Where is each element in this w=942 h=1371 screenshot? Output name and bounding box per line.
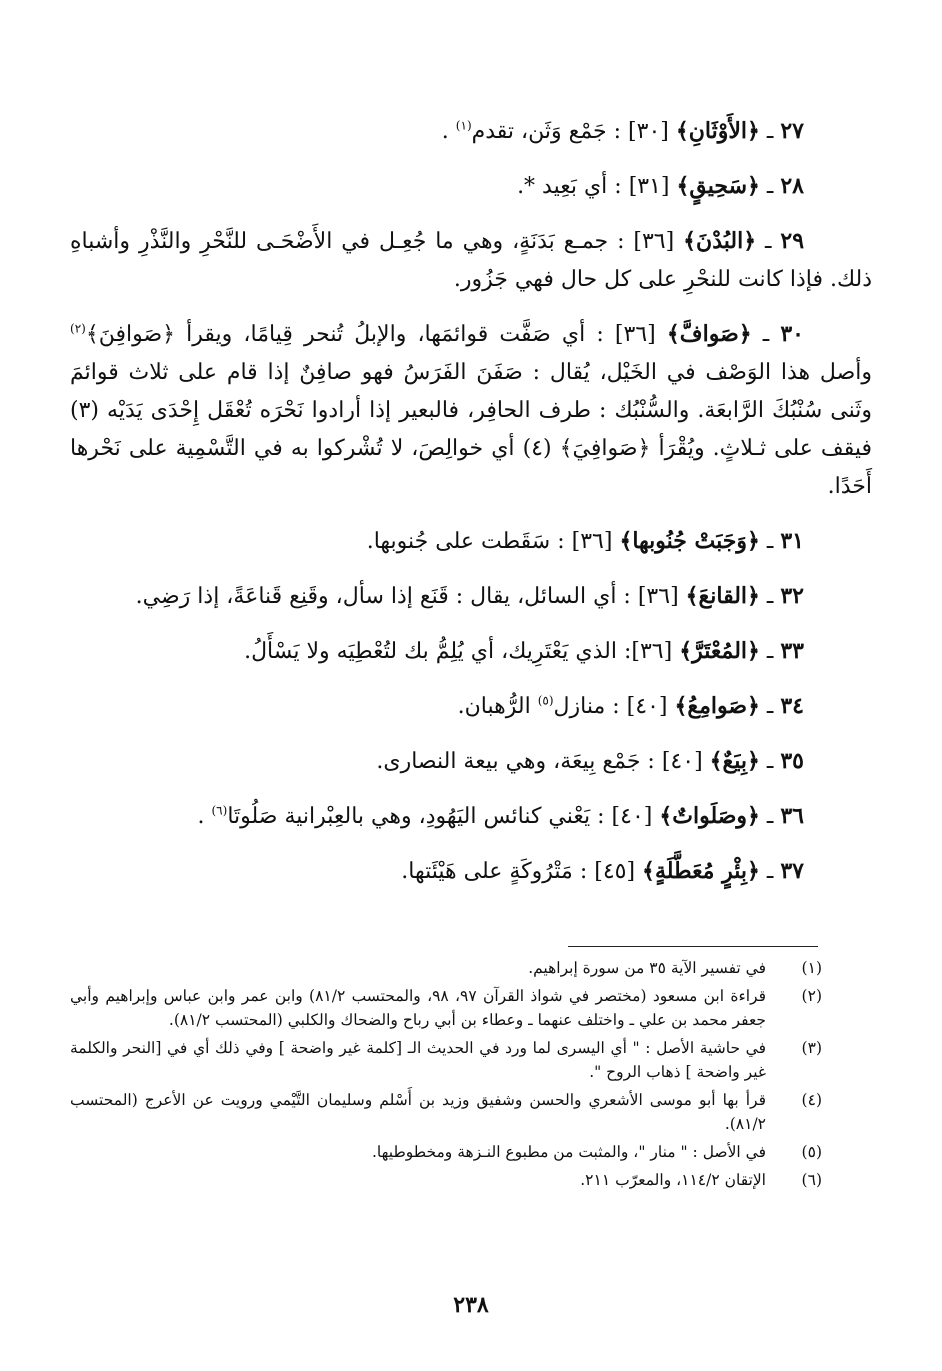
glossary-entry: ٣٧ ـ ﴿بِئْرٍ مُعَطَّلَةٍ﴾ [٤٥] : مَتْرُوكَةٍ على هَيْئَتها. — [401, 858, 804, 884]
glossary-entry: ٣٣ ـ ﴿المُعْتَرَّ﴾ [٣٦]: الذي يَعْتَرِيك، أي يُلِمُّ بك لتُعْطِيَه ولا يَسْأَلُ. — [244, 638, 804, 664]
entry-text: [٣٠] : جَمْع وَثَن، تقدم — [471, 119, 669, 144]
glossary-entry: ٢٧ ـ ﴿الأَوْثَانِ﴾ [٣٠] : جَمْع وَثَن، تقدم$^{(١)}$ . — [441, 118, 804, 144]
entry-text: [٤٥] : مَتْرُوكَةٍ على هَيْئَتها. — [401, 859, 636, 884]
entry-number: ٢٨ — [780, 173, 804, 199]
footnote-text: في حاشية الأصل : " أي اليسرى لما ورد في الحديث الـ [كلمة غير واضحة ] وفي ذلك أي في [النحر والكلمة غير واضحة ] ذهاب الروح ". — [70, 1039, 766, 1081]
footnote — [70, 1140, 822, 1164]
entry-number: ٢٩ — [780, 228, 805, 254]
footnote-divider — [568, 946, 818, 947]
footnote — [70, 956, 822, 980]
entry-term: ﴿البُدْنَ﴾ — [683, 228, 757, 254]
footnote-number: (٣) — [801, 1039, 822, 1057]
glossary-entry: ٣٥ ـ ﴿بِيَعٌ﴾ [٤٠] : جَمْع بِيعَة، وهي بيعة النصارى. — [376, 748, 804, 774]
entry-text: [٣٦] : أي السائل، يقال : قَنَع إذا سأل، وقَنِع قَناعَةً، إذا رَضِي. — [135, 584, 679, 609]
glossary-entry: ٢٨ ـ ﴿سَحِيقٍ﴾ [٣١] : أي بَعِيد *. — [517, 173, 804, 199]
footnote — [70, 1168, 822, 1192]
entry-number: ٣٥ — [780, 748, 804, 774]
entry-term: ﴿وَجَبَتْ جُنُوبها﴾ — [619, 528, 760, 554]
glossary-entries — [70, 112, 872, 907]
footnote-number: (٢) — [801, 987, 822, 1005]
footnote-ref: (٥) — [537, 693, 554, 708]
entry-number: ٣٣ — [780, 638, 804, 664]
entry-text: [٣٦]: الذي يَعْتَرِيك، أي يُلِمُّ بك لتُعْطِيَه ولا يَسْأَلُ. — [244, 639, 673, 664]
footnote-number: (٦) — [801, 1171, 822, 1189]
glossary-entry: ٣٤ ـ ﴿صَوامِعُ﴾ [٤٠] : منازل$^{(٥)}$ الرُّهبان. — [457, 693, 804, 719]
entry-text: [٣٦] : سَقَطت على جُنوبها. — [366, 529, 613, 554]
entry-number: ٣٤ — [780, 693, 804, 719]
footnote-number: (١) — [801, 959, 822, 977]
entry-term: ﴿سَحِيقٍ﴾ — [676, 173, 760, 199]
entry-text: [٤٠] : يَعْني كنائس اليَهُودِ، وهي بالعِبْرانية صَلُوتَا — [227, 804, 653, 829]
entry-number: ٣٦ — [780, 803, 804, 829]
entry-end: . — [441, 119, 449, 144]
entry-text: [٣٦] : أي صَفَّت قوائمَها، والإبلُ تُنحر قِيامًا، ويقرأ ﴿صَوافِنَ﴾ — [85, 322, 656, 347]
entry-end: وأصل هذا الوَصْف في الخَيْل، يُقال : صَفَنَ الفَرَسُ فهو صافِنٌ إذا قام على ثلاث قوائمَ وثَنى سُنْبُكَ الرَّابعَة. والسُّنْبُك : طرف الحافِر، فالبعير إذا أرادوا نَحْرَه تُعْقَل إِحْدَى يَدَيْه (٣) فيقف على ثـلاثٍ. ويُقْرَأ ﴿صَوافِيَ﴾ (٤) أي خوالِصَ، لا تُشْركوا به في التَّسْمِية على نَحْرها أَحَدًا. — [70, 360, 872, 499]
entry-text: [٤٠] : منازل — [553, 694, 668, 719]
entry-number: ٣٧ — [780, 858, 804, 884]
entry-term: ﴿بِيَعٌ﴾ — [709, 748, 760, 774]
entry-text: [٤٠] : جَمْع بِيعَة، وهي بيعة النصارى. — [376, 749, 703, 774]
entry-term: ﴿وصَلَواتٌ﴾ — [659, 803, 760, 829]
footnote-ref: (٢) — [70, 321, 86, 336]
entry-number: ٣١ — [780, 528, 804, 554]
glossary-entry: ٢٩ ـ ﴿البُدْنَ﴾ [٣٦] : جمـع بَدَنَةٍ، وهي ما جُعِـل في الأَضْحَـى للنَّحْرِ والنَّذْرِ وأشباهِ ذلك. فإذا كانت للنحْرِ على كل حال فهي جَزُور. — [70, 228, 872, 292]
entry-term: ﴿بِئْرٍ مُعَطَّلَةٍ﴾ — [642, 858, 760, 884]
footnotes — [70, 956, 822, 1196]
footnote-number: (٤) — [801, 1091, 822, 1109]
glossary-entry: ٣١ ـ ﴿وَجَبَتْ جُنُوبها﴾ [٣٦] : سَقَطت على جُنوبها. — [366, 528, 804, 554]
entry-end: الرُّهبان. — [457, 694, 531, 719]
footnote-text: في الأصل : " منار "، والمثبت من مطبوع النـزهة ومخطوطيها. — [371, 1143, 766, 1161]
entry-number: ٢٧ — [780, 118, 804, 144]
page-number: ٢٣٨ — [453, 1292, 489, 1318]
entry-term: ﴿القانعَ﴾ — [685, 583, 760, 609]
entry-text: [٣١] : أي بَعِيد *. — [517, 174, 670, 199]
footnote-ref: (١) — [455, 118, 472, 133]
footnote-text: قراءة ابن مسعود (مختصر في شواذ القرآن ٩٧، ٩٨، والمحتسب ٨١/٢) وابن عمر وابن عباس وإبراهيم وأبي جعفر محمد بن علي ـ واختلف عنهما ـ وعطاء بن أبي رباح والضحاك والكلبي (المحتسب ٨١/٢). — [70, 987, 767, 1029]
glossary-entry: ٣٠ ـ ﴿صَوافَّ﴾ [٣٦] : أي صَفَّت قوائمَها، والإبلُ تُنحر قِيامًا، ويقرأ ﴿صَوافِنَ﴾$^{(٢)}$ وأصل هذا الوَصْف في الخَيْل، يُقال : صَفَنَ الفَرَسُ فهو صافِنٌ إذا قام على ثلاث قوائمَ وثَنى سُنْبُكَ الرَّابعَة. والسُّنْبُك : طرف الحافِر، فالبعير إذا أرادوا نَحْرَه تُعْقَل إِحْدَى يَدَيْه (٣) فيقف على ثـلاثٍ. ويُقْرَأ ﴿صَوافِيَ﴾ (٤) أي خوالِصَ، لا تُشْركوا به في التَّسْمِية على نَحْرها أَحَدًا. — [70, 321, 872, 499]
entry-term: ﴿صَوامِعُ﴾ — [674, 693, 760, 719]
footnote-number: (٥) — [801, 1143, 822, 1161]
glossary-entry: ٣٦ ـ ﴿وصَلَواتٌ﴾ [٤٠] : يَعْني كنائس اليَهُودِ، وهي بالعِبْرانية صَلُوتَا$^{(٦)}$ . — [197, 803, 804, 829]
entry-number: ٣٢ — [780, 583, 804, 609]
entry-term: ﴿المُعْتَرَّ﴾ — [679, 638, 760, 664]
entry-text: [٣٦] : جمـع بَدَنَةٍ، وهي ما جُعِـل في الأَضْحَـى للنَّحْرِ والنَّذْرِ وأشباهِ ذلك. فإذا كانت للنحْرِ على كل حال فهي جَزُور. — [70, 229, 872, 292]
footnote-text: الإتقان ١١٤/٢، والمعرّب ٢١١. — [580, 1171, 766, 1189]
footnote-ref: (٦) — [211, 803, 228, 818]
entry-term: ﴿صَوافَّ﴾ — [666, 321, 752, 347]
footnote — [70, 1088, 822, 1136]
glossary-entry: ٣٢ ـ ﴿القانعَ﴾ [٣٦] : أي السائل، يقال : قَنَع إذا سأل، وقَنِع قَناعَةً، إذا رَضِي. — [135, 583, 804, 609]
footnote-text: في تفسير الآية ٣٥ من سورة إبراهيم. — [528, 959, 766, 977]
footnote — [70, 1036, 822, 1084]
entry-number: ٣٠ — [780, 321, 804, 347]
entry-end: . — [197, 804, 205, 829]
footnote — [70, 984, 822, 1032]
footnote-text: قرأ بها أبو موسى الأشعري والحسن وشفيق وزيد بن أَسْلم وسليمان التَّيْمي ورويت عن الأعرج (المحتسب ٨١/٢). — [70, 1091, 766, 1133]
entry-term: ﴿الأَوْثَانِ﴾ — [675, 118, 760, 144]
